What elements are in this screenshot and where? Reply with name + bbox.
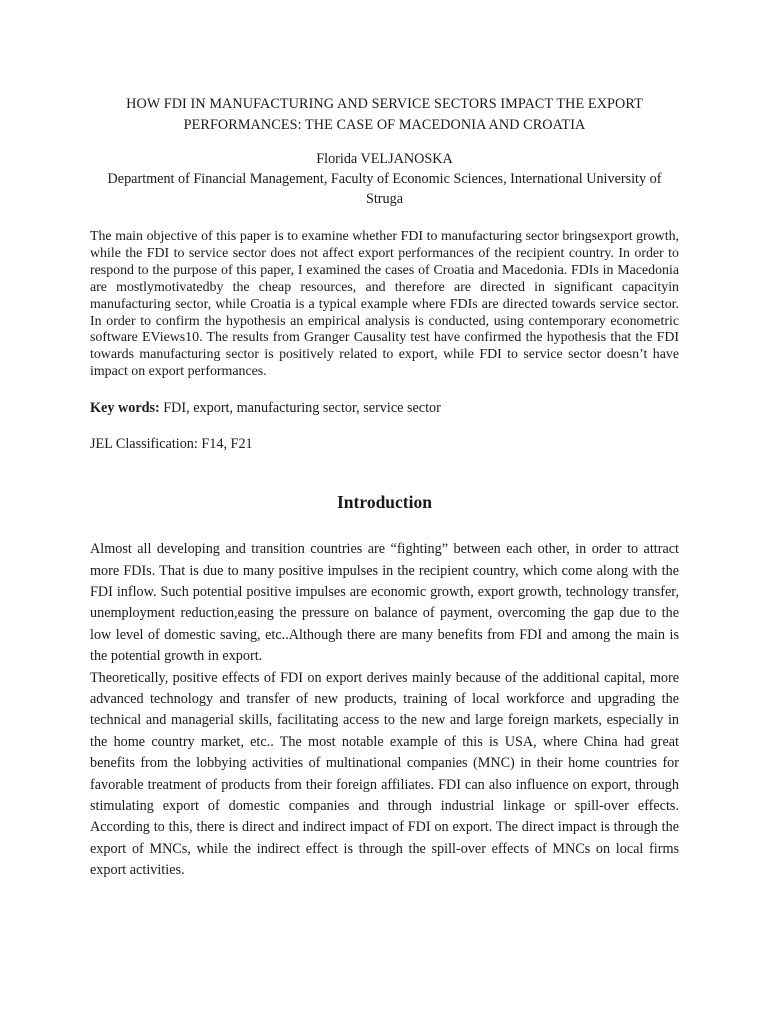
- keywords: [90, 398, 679, 418]
- abstract: The main objective of this paper is to examine whether FDI to manufacturing sector bringsexport growth, while the FDI to service sector does not affect export performances of the recipient country. In order to respond to the purpose of this paper, I examined the cases of Croatia and Macedonia. FDIs in Macedonia are mostlymotivatedby the cheap resources, and therefore are directed in significant capacityin manufacturing sector, while Croatia is a typical example where FDIs are directed towards service sector. In order to confirm the hypothesis an empirical analysis is conducted, using contemporary econometric software EViews10. The results from Granger Causality test have confirmed the hypothesis that the FDI towards manufacturing sector is positively related to export, while FDI to service sector doesn’t have impact on export performances.: [90, 229, 679, 380]
- author-name: Florida VELJANOSKA: [316, 151, 453, 167]
- keywords-label: Key words:: [90, 400, 160, 417]
- jel-classification: JEL Classification: F14, F21: [90, 436, 253, 453]
- introduction-paragraph-2: Theoretically, positive effects of FDI on export derives mainly because of the additional capital, more advanced technology and transfer of new products, training of local workforce and upgrading the technical and managerial skills, facilitating access to the new and large foreign markets, especially in the home country market, etc.. The most notable example of this is USA, where China had great benefits from the lobbying activities of multinational companies (MNC) in their home countries for favorable treatment of products from their foreign affiliates. FDI can also influence on export, through stimulating export of domestic companies and through industrial linkage or spill-over effects. According to this, there is direct and indirect impact of FDI on export. The direct impact is through the export of MNCs, while the indirect effect is through the spill-over effects of MNCs on local firms export activities.: [90, 669, 679, 879]
- section-heading-introduction: Introduction: [337, 492, 432, 513]
- author-affiliation: Department of Financial Management, Faculty of Economic Sciences, International University of Struga: [107, 171, 662, 207]
- keywords-text: FDI, export, manufacturing sector, service sector: [159, 400, 441, 417]
- introduction-paragraph-1: Almost all developing and transition countries are “fighting” between each other, in order to attract more FDIs. That is due to many positive impulses in the recipient country, which come along with the FDI inflow. Such potential positive impulses are economic growth, export growth, technology transfer, unemployment reduction,easing the pressure on balance of payment, overcoming the gap due to the low level of domestic saving, etc..Although there are many benefits from FDI and among the main is the potential growth in export.: [90, 541, 679, 665]
- paper-title: HOW FDI IN MANUFACTURING AND SERVICE SECTORS IMPACT THE EXPORT PERFORMANCES: THE CASE OF MACEDONIA AND CROATIA: [126, 96, 643, 133]
- document-page: [90, 94, 679, 882]
- introduction-body: [90, 539, 679, 882]
